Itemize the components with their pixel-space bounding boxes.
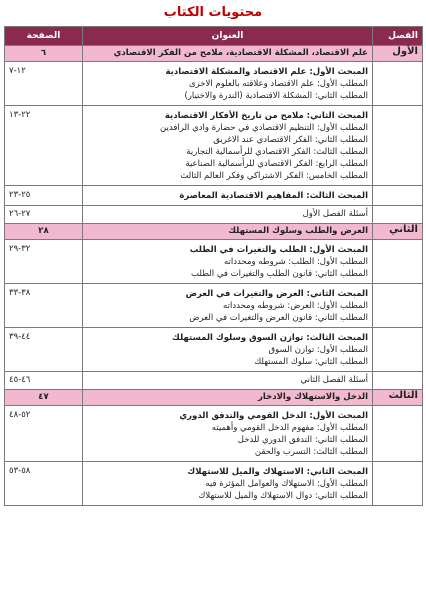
section-cell (83, 106, 373, 186)
section-title: المبحث الثاني: ملامح من تاريخ الأفكار الاقتصادية (164, 111, 368, 121)
section-title: المبحث الثاني: العرض والتغيرات في العرض (185, 289, 368, 299)
header-address: العنوان (83, 27, 373, 46)
page-number: ٥٨-٥٣ (5, 462, 83, 506)
subsection-line: المطلب الثاني: المشكلة الاقتصادية (الندرة والاختيار) (184, 91, 368, 101)
section-cell (83, 240, 373, 284)
chapter-cell-empty (373, 462, 423, 506)
subsection-line: المطلب الأول: العرض: شروطه ومحدداته (223, 301, 368, 311)
page-number: ٤٦-٤٥ (5, 372, 83, 390)
subsection-line: المطلب الأول: الطلب: شروطه ومحدداته (223, 257, 368, 267)
subsection-line: المطلب الرابع: الفكر الاقتصادي للرأسمالية الصناعية (185, 159, 368, 169)
section-cell (83, 462, 373, 506)
chapter-cell-empty (373, 406, 423, 462)
subsection-line: المطلب الثالث: التسرب والحقن (254, 447, 368, 457)
subsection-line: المطلب الثاني: قانون العرض والتغيرات في العرض (189, 313, 368, 323)
chapter-cell-empty (373, 240, 423, 284)
header-page: الصفحة (5, 27, 83, 46)
subsection-line: المطلب الثالث: الفكر الاقتصادي للرأسمالية التجارية (186, 147, 368, 157)
section-cell (83, 284, 373, 328)
subsection-line: المطلب الأول: الاستهلاك والعوامل المؤثرة فيه (205, 479, 368, 489)
page-number: ٤٧ (5, 390, 83, 406)
section-title: المبحث الثالث: المفاهيم الاقتصادية المعاصرة (179, 191, 368, 201)
section-cell (83, 62, 373, 106)
section-row (5, 240, 423, 284)
chapter-cell-empty (373, 106, 423, 186)
page-number: ٢٥-٢٣ (5, 186, 83, 206)
subsection-line: المطلب الأول: التنظيم الاقتصادي في حضارة وادي الرافدين (160, 123, 368, 133)
questions-title: أسئلة الفصل الأول (83, 206, 373, 224)
subsection-line: المطلب الأول: علم الاقتصاد وعلاقته بالعلوم الاخرى (188, 79, 368, 89)
chapter-cell-empty (373, 186, 423, 206)
table-header-row (5, 27, 423, 46)
page-number: ٢٧-٢٦ (5, 206, 83, 224)
chapter-cell-empty (373, 328, 423, 372)
section-row (5, 328, 423, 372)
chapter-name: الثاني (373, 224, 423, 240)
chapter-title: علم الاقتصاد، المشكلة الاقتصادية، ملامح من الفكر الاقتصادي (83, 46, 373, 62)
chapter-cell-empty (373, 62, 423, 106)
chapter-title: العرض والطلب وسلوك المستهلك (83, 224, 373, 240)
section-title: المبحث الثاني: الاستهلاك والميل للاستهلاك (187, 467, 368, 477)
page-number: ٥٢-٤٨ (5, 406, 83, 462)
section-row (5, 406, 423, 462)
subsection-line: المطلب الثاني: دوال الاستهلاك والميل للاستهلاك (198, 491, 368, 501)
page-number: ٢٢-١٣ (5, 106, 83, 186)
section-row (5, 62, 423, 106)
section-cell (83, 406, 373, 462)
subsection-line: المطلب الثاني: الفكر الاقتصادي عند الاغريق (213, 135, 368, 145)
page-title: محتويات الكتاب (163, 5, 263, 20)
section-title: المبحث الأول: الطلب والتغيرات في الطلب (189, 245, 368, 255)
section-row (5, 284, 423, 328)
page-number: ٦ (5, 46, 83, 62)
subsection-line: المطلب الثاني: قانون الطلب والتغيرات في الطلب (191, 269, 368, 279)
contents-body (5, 46, 423, 506)
chapter-row (5, 390, 423, 406)
section-title: المبحث الثالث: توازن السوق وسلوك المستهلك (172, 333, 368, 343)
questions-row (5, 372, 423, 390)
subsection-line: المطلب الأول: مفهوم الدخل القومي وأهميته (211, 423, 368, 433)
contents-table (4, 26, 423, 506)
subsection-line: المطلب الخامس: الفكر الاشتراكي وفكر العالم الثالث (180, 171, 368, 181)
chapter-cell-empty (373, 372, 423, 390)
chapter-row (5, 224, 423, 240)
chapter-name: الأول (373, 46, 423, 62)
section-cell (83, 186, 373, 206)
chapter-title: الدخل والاستهلاك والادخار (83, 390, 373, 406)
section-title: المبحث الأول: علم الاقتصاد والمشكلة الاقتصادية (165, 67, 368, 77)
chapter-name: الثالث (373, 390, 423, 406)
page-number: ٤٤-٣٩ (5, 328, 83, 372)
section-row (5, 462, 423, 506)
page-number: ٣٨-٣٣ (5, 284, 83, 328)
subsection-line: المطلب الأول: توازن السوق (268, 345, 368, 355)
section-title: المبحث الأول: الدخل القومي والتدفق الدوري (179, 411, 368, 421)
header-chapter: الفصل (373, 27, 423, 46)
subsection-line: المطلب الثاني: سلوك المستهلك (254, 357, 368, 367)
page-number: ٢٨ (5, 224, 83, 240)
chapter-cell-empty (373, 206, 423, 224)
page-number: ١٢-٧ (5, 62, 83, 106)
page-number: ٣٢-٢٩ (5, 240, 83, 284)
subsection-line: المطلب الثاني: التدفق الدوري للدخل (237, 435, 368, 445)
section-cell (83, 328, 373, 372)
questions-title: أسئلة الفصل الثاني (83, 372, 373, 390)
section-row (5, 106, 423, 186)
section-row (5, 186, 423, 206)
questions-row (5, 206, 423, 224)
chapter-cell-empty (373, 284, 423, 328)
chapter-row (5, 46, 423, 62)
